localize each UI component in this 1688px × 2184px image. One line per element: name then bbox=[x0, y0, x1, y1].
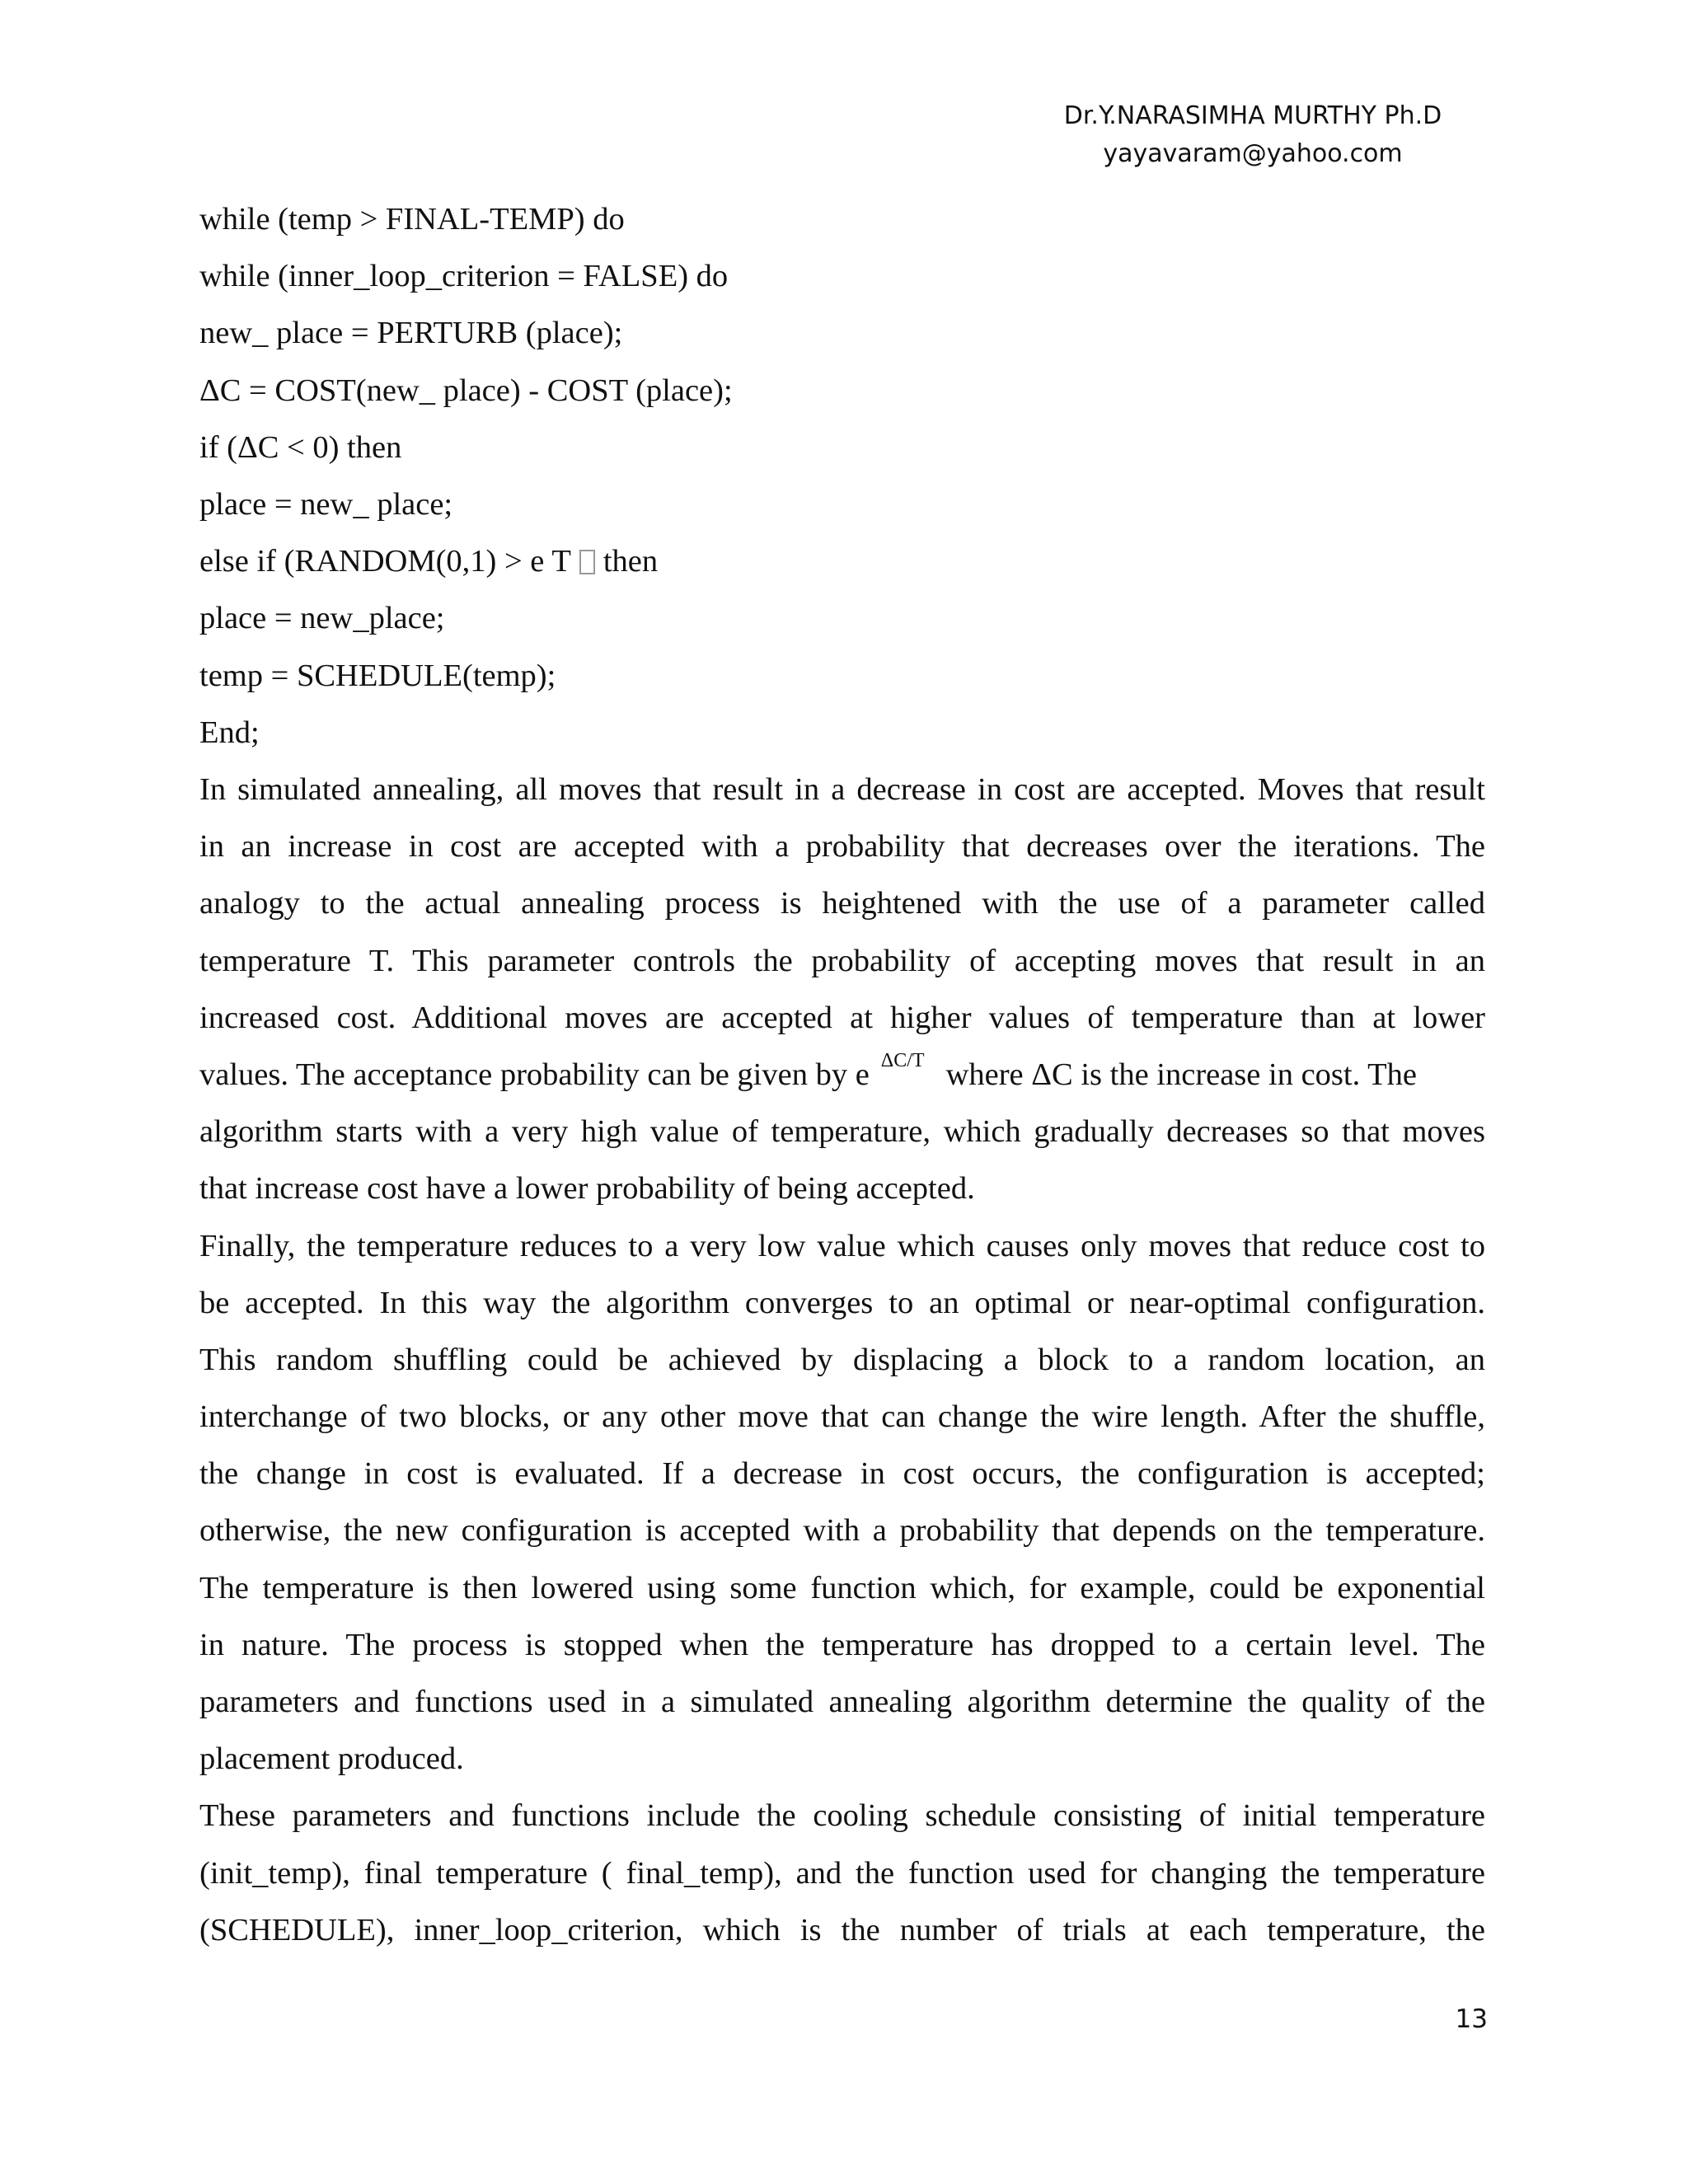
exponent: ΔC/T bbox=[880, 1049, 925, 1071]
text-line: that increase cost have a lower probability of being accepted. bbox=[199, 1171, 975, 1207]
code-line-text: then bbox=[603, 544, 659, 579]
text-line bbox=[199, 1047, 1485, 1104]
code-line-text: else if (RANDOM(0,1) > e T bbox=[199, 544, 571, 579]
text-line: These parameters and functions include the cooling schedule consisting of initial temperature bbox=[199, 1798, 1485, 1834]
code-line bbox=[199, 534, 1502, 591]
code-line: place = new_place; bbox=[199, 601, 445, 636]
code-line: place = new_ place; bbox=[199, 486, 453, 522]
code-line: while (inner_loop_criterion = FALSE) do bbox=[199, 259, 729, 294]
page-number: 13 bbox=[1455, 2004, 1488, 2034]
code-line: while (temp > FINAL-TEMP) do bbox=[199, 202, 625, 237]
page-header bbox=[1022, 97, 1484, 173]
text-line: Finally, the temperature reduces to a very low value which causes only moves that reduce cost to bbox=[199, 1228, 1485, 1263]
paragraph-1 bbox=[199, 762, 1485, 1219]
text-line: in an increase in cost are accepted with a probability that decreases over the iterations. The bbox=[199, 829, 1485, 865]
text-segment: values. The acceptance probability can be given by e bbox=[199, 1057, 870, 1092]
text-line: increased cost. Additional moves are accepted at higher values of temperature than at lower bbox=[199, 1000, 1485, 1035]
text-line: In simulated annealing, all moves that result in a decrease in cost are accepted. Moves that result bbox=[199, 772, 1485, 807]
text-line: interchange of two blocks, or any other move that can change the wire length. After the shuffle, bbox=[199, 1399, 1485, 1435]
text-line: placement produced. bbox=[199, 1741, 464, 1777]
text-line: (init_temp), final temperature ( final_temp), and the function used for changing the temperature bbox=[199, 1855, 1485, 1891]
code-line: new_ place = PERTURB (place); bbox=[199, 316, 623, 351]
code-line: temp = SCHEDULE(temp); bbox=[199, 658, 556, 693]
text-line: the change in cost is evaluated. If a decrease in cost occurs, the configuration is accepted; bbox=[199, 1456, 1485, 1492]
text-segment: where ΔC is the increase in cost. The bbox=[945, 1057, 1418, 1092]
text-line: otherwise, the new configuration is accepted with a probability that depends on the temperature. bbox=[199, 1513, 1485, 1549]
author-name: Dr.Y.NARASIMHA MURTHY Ph.D bbox=[1063, 101, 1442, 130]
code-line: End; bbox=[199, 715, 260, 750]
text-line: algorithm starts with a very high value of temperature, which gradually decreases so that moves bbox=[199, 1114, 1485, 1150]
text-line: in nature. The process is stopped when the temperature has dropped to a certain level. The bbox=[199, 1627, 1485, 1662]
text-line: This random shuffling could be achieved by displacing a block to a random location, an bbox=[199, 1342, 1485, 1377]
text-line: be accepted. In this way the algorithm converges to an optimal or near-optimal configuration. bbox=[199, 1285, 1485, 1320]
text-line: The temperature is then lowered using some function which, for example, could be exponential bbox=[199, 1570, 1485, 1605]
body-text bbox=[199, 762, 1485, 1960]
paragraph-3 bbox=[199, 1788, 1485, 1960]
missing-glyph-icon bbox=[579, 550, 595, 574]
pseudocode-block bbox=[199, 192, 1502, 762]
text-line: temperature T. This parameter controls the probability of accepting moves that result in an bbox=[199, 943, 1485, 978]
text-line: (SCHEDULE), inner_loop_criterion, which is the number of trials at each temperature, the bbox=[199, 1912, 1485, 1947]
text-line: analogy to the actual annealing process is heightened with the use of a parameter called bbox=[199, 886, 1485, 921]
text-line: parameters and functions used in a simulated annealing algorithm determine the quality of the bbox=[199, 1685, 1485, 1719]
code-line: ΔC = COST(new_ place) - COST (place); bbox=[199, 373, 733, 408]
code-line: if (ΔC < 0) then bbox=[199, 429, 402, 465]
author-email: yayavaram@yahoo.com bbox=[1103, 139, 1403, 168]
paragraph-2 bbox=[199, 1219, 1485, 1789]
